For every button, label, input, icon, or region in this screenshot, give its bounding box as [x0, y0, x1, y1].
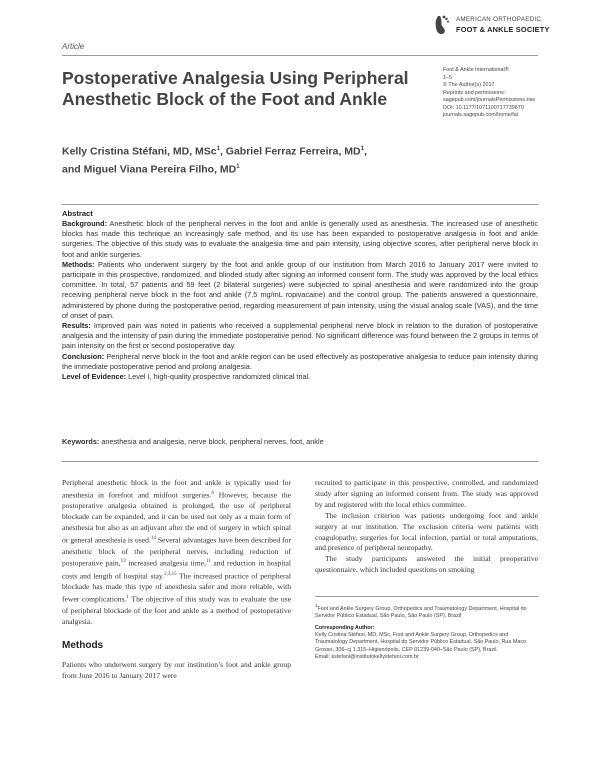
foot-logo-icon	[432, 14, 452, 36]
methods-paragraph: Patients who underwent surgery by our institution’s foot and ankle group from June 2016 to January 2017 were	[62, 660, 291, 681]
affiliation-text: $^1$Foot and Ankle Surgery Group, Orthopedics and Traumatology Department, Hospital do Servidor Público Estadual, São Paulo, São Paulo (SP), Brazil	[315, 603, 527, 620]
questionnaire-paragraph: The study participants answered the initial preoperative questionnaire, which included questions on smoking	[315, 554, 538, 575]
logo-text-line2: FOOT & ANKLE SOCIETY	[456, 25, 550, 34]
author-2-affil: 1	[360, 146, 364, 152]
methods-heading: Methods	[62, 640, 104, 652]
journal-copyright: © The Author(s) 2017	[443, 82, 495, 88]
corresponding-author-heading: Corresponding Author:	[315, 624, 375, 631]
body-column-right	[315, 478, 538, 576]
abstract-conclusion: Conclusion: Peripheral nerve block in the foot and ankle region can be used effectively as postoperative analgesia to reduce pain intensity during the immediate postoperative period and prolong analgesia.	[62, 351, 538, 371]
header-rule	[62, 55, 538, 56]
logo-text-line1: AMERICAN ORTHOPAEDIC	[456, 16, 542, 23]
corresponding-author-text: Kelly Cristina Stéfani, MD, MSc, Foot and Ankle Surgery Group, Orthopedics and Traumatology Department, Hospital do Servidor Público Estadual, São Paulo, Rua Maco Grosso, 306–cj 1.315–Higienópolis, CEP 01239-040–São Paulo (SP), Brazil.	[315, 632, 527, 653]
author-2: , Gabriel Ferraz Ferreira, MD	[219, 145, 361, 158]
journal-pages: 1–5	[443, 74, 452, 81]
corresponding-author-email[interactable]: Email: kstefani@institutokellystefani.com.br	[315, 654, 419, 661]
citation[interactable]: 6	[211, 490, 215, 496]
article-title: Postoperative Analgesia Using Peripheral Anesthetic Block of the Foot and Ankle	[62, 68, 409, 109]
keywords: Keywords: anesthesia and analgesia, nerve block, peripheral nerves, foot, ankle	[62, 437, 324, 446]
abstract-level-of-evidence: Level of Evidence: Level I, high-quality prospective randomized clinical trial.	[62, 372, 311, 382]
body-column-left	[62, 478, 291, 682]
society-logo	[432, 12, 560, 42]
abstract-section	[62, 204, 538, 446]
abstract-background: Background: Anesthetic block of the peripheral nerves in the foot and ankle is generally used as anesthesia. The increased use of anesthetic blocks has made this technique an increasingly safe method, and its use has been expanded to postoperative analgesia in foot and ankle surgeries. The objective of this study was to evaluate the analgesia time and pain intensity, using objective scores, after peripheral nerve block in foot and ankle surgeries.	[62, 219, 538, 259]
author-separator: ,	[363, 145, 367, 158]
inclusion-paragraph: The inclusion criterion was patients undergoing foot and ankle surgery at our institution. The exclusion criteria were patients with coagulopathy, surgeries for local infection, partial or total amputations, and presence of peripheral neuropathy.	[315, 510, 538, 553]
author-list	[62, 142, 462, 178]
abstract-bottom-rule	[62, 461, 538, 462]
citation[interactable]: 13	[120, 559, 126, 565]
author-3: and Miguel Viana Pereira Filho, MD	[62, 163, 237, 176]
journal-reprints-link[interactable]: sagepub.com/journalsPermissions.nav	[443, 97, 536, 103]
citation[interactable]: 11	[205, 559, 211, 565]
methods-paragraph-cont: recruited to participate in this prospective, controlled, and randomized study after signing an informed consent from. The study was approved by and registered with the local ethics committee.	[315, 478, 538, 509]
article-label: Article	[62, 42, 85, 51]
abstract-rule	[62, 204, 538, 205]
journal-url-link[interactable]: journals.sagepub.com/home/fai	[443, 112, 518, 118]
abstract-results: Results: Improved pain was noted in patients who received a supplemental peripheral nerve block in relation to the duration of postoperative analgesia and the intensity of pain during the immediate postoperative period. No significant difference was found between the 2 groups in terms of pain intensity on the first or second postoperative day.	[62, 321, 538, 351]
affiliation-footnote	[315, 596, 538, 662]
intro-paragraph: Peripheral anesthetic block in the foot and ankle is typically used for anesthesia in forefoot and midfoot surgeries.$^6$ However, because the postoperative analgesia obtained is prolonged, the use of peripheral blockade can be expanded, and it can be used not only as a main form of anesthesia but also as an adjuvant after the end of surgery in which spinal or general anesthesia is used.$^{14}$ Several advantages have been described for anesthetic block of the peripheral nerves, including reduction of postoperative pain,$^{13}$ increased analgesia time,$^{11}$ and reduction in hospital costs and length of hospital stay.$^{2,3,15}$ The increased practice of peripheral blockade has made this type of anesthesia safer and more reliable, with fewer complications.$^1$ The objective of this study was to evaluate the use of peripheral blockade of the foot and ankle as a method of postoperative analgesia.	[62, 478, 292, 626]
abstract-methods: Methods: Patients who underwent surgery by the foot and ankle group of our institution from March 2016 to January 2017 were invited to participate in this prospective, randomized, and blinded study after signing an informed consent form. The study was approved by the local ethics committee. In total, 57 patients and 59 feet (2 bilateral surgeries) were subjected to spinal anesthesia and were randomized into the group receiving peripheral nerve block in the foot and ankle (7.5 mg/mL ropivacaine) and the control group. The patients answered a questionnaire, administered by phone during the postoperative period, regarding measurement of pain intensity, using the visual analog scale (VAS), and the time of onset of pain.	[62, 259, 538, 320]
abstract-body	[62, 219, 538, 382]
citation[interactable]: 2,3,15	[164, 571, 177, 577]
author-1: Kelly Cristina Stéfani, MD, MSc	[62, 145, 217, 158]
footnote-rule	[315, 596, 538, 597]
citation[interactable]: 1	[126, 595, 129, 601]
journal-info	[443, 67, 563, 120]
journal-reprints: Reprints and permissions:	[443, 89, 506, 96]
author-1-affil: 1	[216, 146, 220, 152]
journal-name: Foot & Ankle International®	[443, 67, 509, 73]
journal-doi[interactable]: DOI: 10.1177/1071100717739670	[443, 104, 524, 111]
author-3-affil: 1	[236, 164, 240, 170]
citation[interactable]: 14	[150, 536, 156, 542]
abstract-heading: Abstract	[62, 209, 93, 218]
